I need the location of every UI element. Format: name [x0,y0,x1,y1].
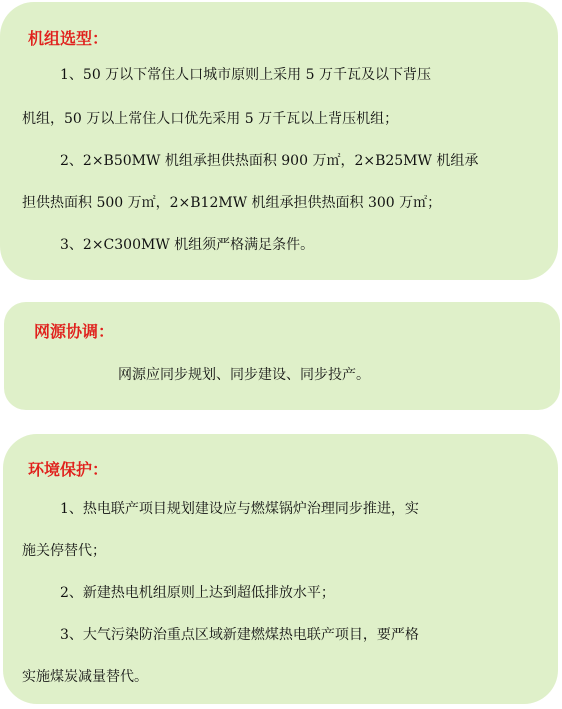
paragraph-line: 2、新建热电机组原则上达到超低排放水平； [60,585,335,601]
section-grid-coordination [4,302,560,410]
paragraph-line: 机组，50 万以上常住人口优先采用 5 万千瓦以上背压机组； [22,111,399,127]
paragraph-line: 3、大气污染防治重点区域新建燃煤热电联产项目，要严格 [60,627,419,643]
section-heading: 环境保护： [28,460,109,479]
section-heading: 网源协调： [34,322,115,341]
paragraph-line: 1、热电联产项目规划建设应与燃煤锅炉治理同步推进，实 [60,501,419,517]
paragraph-line: 实施煤炭减量替代。 [22,669,148,685]
paragraph-line: 1、50 万以下常住人口城市原则上采用 5 万千瓦及以下背压 [60,67,431,83]
section-heading: 机组选型： [28,29,109,48]
paragraph-line: 3、2×C300MW 机组须严格满足条件。 [60,237,315,253]
paragraph-line: 2、2×B50MW 机组承担供热面积 900 万㎡，2×B25MW 机组承 [60,153,479,169]
paragraph-line: 施关停替代； [22,543,106,559]
paragraph-line: 担供热面积 500 万㎡，2×B12MW 机组承担供热面积 300 万㎡； [22,195,442,211]
paragraph-line: 网源应同步规划、同步建设、同步投产。 [118,367,370,383]
